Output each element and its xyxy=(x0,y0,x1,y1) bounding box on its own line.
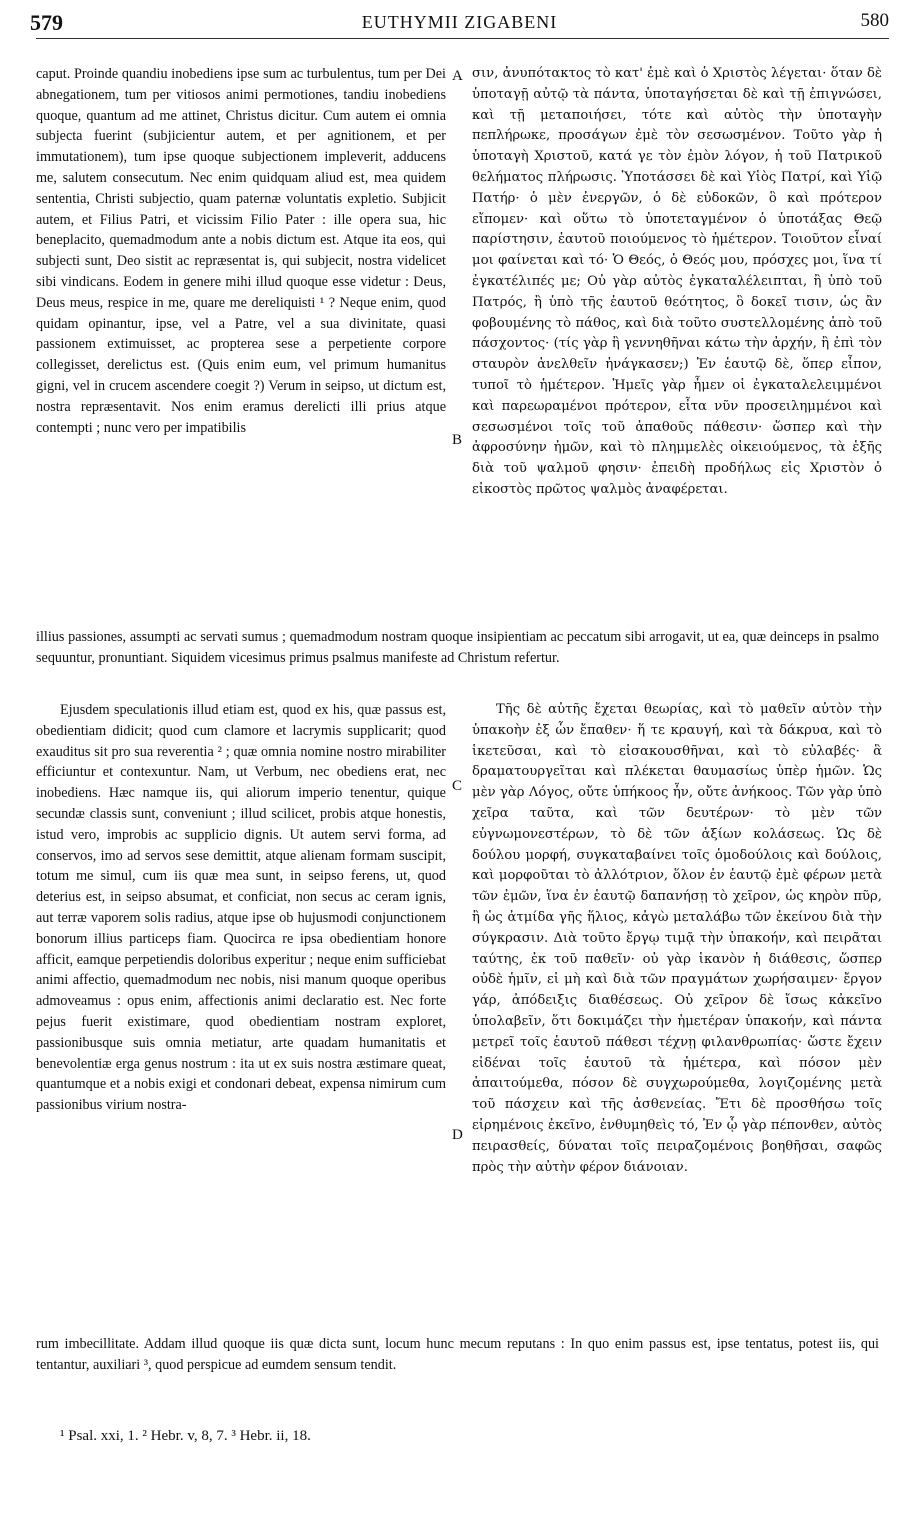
page-number-right: 580 xyxy=(860,10,889,31)
latin-column-2 xyxy=(36,700,446,1116)
latin-paragraph-2: Ejusdem speculationis illud etiam est, quod ex his, quæ passus est, obedientiam didicit; quod cum clamore et lacrymis supplicarit; quod exauditus sit pro sua reverentia ² ; quæ omnia nomine nostro mirabiliter efficiuntur et contexuntur. Nam, ut Verbum, nec obediens erat, nec inobediens. Hæc namque iis, qui aliorum imperio tenentur, quique secundæ classis sunt, conveniunt ; illud scilicet, probis atque honestis, istud vero, improbis ac supplicio dignis. Ut autem servi forma, ad conservos, imo ad servos sese demittit, atque alienam formam suscipit, totum me simul, cum iis quæ mea sunt, in seipso ferens, ut, quod deterius est, in seipso absumat, et conficiat, non secus ac ceram ignis, aut terræ vaporem solis radius, atque ipse ob hujusmodi conjunctionem bonorum illius particeps fiam. Quocirca re ipsa obedientiam honore afficit, eamque perpetiendis doloribus experitur ; neque enim sufficiebat animi affectio, quemadmodum nec nobis, nisi manum quoque operibus admoveamus : opus enim, affectionis animi declaratio est. Nec forte pejus fuerit existimare, quod obedientiam nostram exploret, passionibusque suis omnia metiatur, arte quadam humanitatis et benevolentiæ erga genus nostrum : ita ut ex suis nostra æstimare queat, quantumque et a nobis exigi et condonari debeat, expensa nimirum cum passionibus virium nostra- xyxy=(36,702,446,1114)
margin-letter-a: A xyxy=(452,68,463,84)
margin-letter-c: C xyxy=(452,778,463,794)
running-title: EUTHYMII ZIGABENI xyxy=(361,12,558,32)
greek-paragraph-2: Τῆς δὲ αὐτῆς ἔχεται θεωρίας, καὶ τὸ μαθεῖν αὐτὸν τὴν ὑπακοὴν ἐξ ὧν ἔπαθεν· ἥ τε κραυγή, καὶ τὰ δάκρυα, καὶ τὸ ἱκετεῦσαι, καὶ τὸ εἰσακουσθῆναι, καὶ τὸ εὐλαβές· ἃ δραματουργεῖται καὶ πλέκεται θαυμασίως ὑπὲρ ἡμῶν. Ὡς μὲν γὰρ Λόγος, οὔτε ὑπήκοος ἦν, οὔτε ἀνήκοος. Τῶν γὰρ ὑπὸ χεῖρα ταῦτα, καὶ τῶν δευτέρων· τὸ μὲν τῶν εὐγνωμονεστέρων, τὸ δὲ τῶν ἀξίων κολάσεως. Ὡς δὲ δούλου μορφή, συγκαταβαίνει τοῖς ὁμοδούλοις καὶ δούλοις, καὶ μορφοῦται τὸ ἀλλότριον, ὅλον ἐν ἑαυτῷ ἐμὲ φέρων μετὰ τῶν ἐμῶν, ἵνα ἐν ἑαυτῷ δαπανήσῃ τὸ χεῖρον, ὡς κηρὸν πῦρ, ἢ ὡς ἀτμίδα γῆς ἥλιος, κἀγὼ μεταλάβω τῶν ἐκείνου διὰ τὴν σύγκρασιν. Διὰ τοῦτο ἔργῳ τιμᾷ τὴν ὑπακοήν, καὶ πειρᾶται ταύτης, ἐκ τοῦ παθεῖν· οὐ γὰρ ἱκανὸν ἡ διάθεσις, ὥσπερ οὐδὲ ἡμῖν, εἰ μὴ καὶ διὰ τῶν πραγμάτων χωρήσαιμεν· ἔργον γάρ, ἀπόδειξις διαθέσεως. Οὐ χεῖρον δὲ ἴσως κἀκεῖνο ὑπολαβεῖν, ὅτι δοκιμάζει τὴν ἡμετέραν ὑπακοήν, καὶ πάντα μετρεῖ τοῖς ἑαυτοῦ πάθεσι τέχνῃ φιλανθρωπίας· ὥστε ἔχειν εἰδέναι τοῖς ἑαυτοῦ τὰ ἡμέτερα, καὶ πόσον μὲν ἀπαιτούμεθα, πόσον δὲ συγχωρούμεθα, λογιζομένης μετὰ τοῦ πάσχειν καὶ τῆς ἀσθενείας. Ἔτι δὲ προσθήσω τοῖς εἰρημένοις ἐκεῖνο, ἐνθυμηθεὶς τό, Ἐν ᾧ γὰρ πέπονθεν, αὐτὸς πειρασθείς, δύναται τοῖς πειραζομένοις βοηθῆσαι, σαφῶς πρὸς τὴν αὐτὴν φέρον διάνοιαν. xyxy=(472,702,882,1175)
latin-paragraph-1: caput. Proinde quandiu inobediens ipse sum ac turbulentus, tum per Dei abnegationem, tum per vitiosos animi permotiones, tandiu inobediens quoque, quantum ad me attinet, Christus dicitur. Cum autem ei omnia subjecta fuerint (subjicientur autem, et per agnitionem, et per immutationem), tum ipse quoque subjectionem impleverit, adducens me, salutem consecutum. Nec enim quidquam aliud est, mea quidem sententia, Christi subjectio, quam paternæ voluntatis expletio. Subjicit autem, et Filius Patri, et vicissim Filio Pater : ille opera sua, hic beneplacito, quemadmodum ante a nobis dictum est. Atque ita eos, qui subjecti sunt, Deo sistit ac repræsentat is, qui subjecit, nostra videlicet sibi vindicans. Eodem in genere mihi illud quoque esse videtur : Deus, Deus meus, respice in me, quare me dereliquisti ¹ ? Neque enim, quod quidam opinantur, ipse, vel a Patre, vel a sua divinitate, quasi passionem extimuisset, ac propterea sese a perpetiente corpore collegisset, derelictus est. (Quis enim eum, vel primum humanitus gigni, vel in crucem ascendere coegit ?) Verum in seipso, ut dictum est, nostra repræsentavit. Nos enim eramus derelicti illi prius atque contempti ; nunc vero per impatibilis xyxy=(36,66,446,436)
page-number-left: 579 xyxy=(30,10,63,35)
header-divider xyxy=(36,38,889,39)
page-header xyxy=(30,6,889,36)
spanning-paragraph-1: illius passiones, assumpti ac servati sumus ; quemadmodum nostram quoque insipientiam ac peccatum sibi arrogavit, ut ea, quæ deinceps in psalmo sequuntur, pronuntiant. Siquidem vicesimus primus psalmus manifeste ad Christum refertur. xyxy=(36,629,879,666)
margin-letter-d: D xyxy=(452,1127,463,1143)
greek-paragraph-1: σιν, ἀνυπότακτος τὸ κατ' ἐμὲ καὶ ὁ Χριστὸς λέγεται· ὅταν δὲ ὑποταγῇ αὐτῷ τὰ πάντα, ὑποταγήσεται δὲ καὶ τῇ ἐπιγνώσει, καὶ τῇ μεταποιήσει, τότε καὶ αὐτὸς τὴν ὑποταγὴν πεπλήρωκε, προσάγων ἐμὲ τὸν σεσωσμένον. Τοῦτο γὰρ ἡ ὑποταγὴ Χριστοῦ, κατά γε τὸν ἐμὸν λόγον, ἡ τοῦ Πατρικοῦ θελήματος πλήρωσις. Ὑποτάσσει δὲ καὶ Υἱὸς Πατρί, καὶ Υἱῷ Πατήρ· ὁ μὲν ἐνεργῶν, ὁ δὲ εὐδοκῶν, ὃ καὶ πρότερον εἴπομεν· καὶ οὕτω τὸ ὑποτεταγμένον ὁ ὑποτάξας Θεῷ παρίστησιν, ἑαυτοῦ ποιούμενος τὸ ἡμέτερον. Τοιοῦτον εἶναί μοι φαίνεται καὶ τό· Ὁ Θεός, ὁ Θεός μου, πρόσχες μοι, ἵνα τί ἐγκατέλιπές με; Οὐ γὰρ αὐτὸς ἐγκαταλέλειπται, ἢ ὑπὸ τοῦ Πατρός, ἢ ὑπὸ τῆς ἑαυτοῦ θεότητος, ὃ δοκεῖ τισιν, ὡς ἂν φοβουμένης τὸ πάθος, καὶ διὰ τοῦτο συστελλομένης ἀπὸ τοῦ πάσχοντος· (τίς γὰρ ἢ γεννηθῆναι κάτω τὴν ἀρχήν, ἢ ἐπὶ τὸν σταυρὸν ἀνελθεῖν ἠνάγκασεν;) Ἐν ἑαυτῷ δὲ, ὅπερ εἶπον, τυποῖ τὸ ἡμέτερον. Ἡμεῖς γὰρ ἦμεν οἱ ἐγκαταλελειμμένοι καὶ παρεωραμένοι πρότερον, εἶτα νῦν προσειλημμένοι καὶ σεσωσμένοι τοῖς τοῦ ἀπαθοῦς πάθεσιν· ὥσπερ καὶ τὴν ἀφροσύνην ἡμῶν, καὶ τὸ πλημμελὲς οἰκειούμενος, τὰ ἑξῆς διὰ τοῦ ψαλμοῦ φησιν· ἐπειδὴ προδήλως εἰς Χριστὸν ὁ εἰκοστὸς πρῶτος ψαλμὸς ἀναφέρεται. xyxy=(472,66,882,497)
latin-column-1 xyxy=(36,64,446,438)
spanning-paragraph-2: rum imbecillitate. Addam illud quoque iis quæ dicta sunt, locum hunc mecum reputans : In quo enim passus est, ipse tentatus, potest iis, qui tentantur, auxiliari ³, quod perspicue ad eumdem sensum tendit. xyxy=(36,1336,879,1373)
greek-column-1 xyxy=(472,64,882,501)
footnotes: ¹ Psal. xxi, 1. ² Hebr. v, 8, 7. ³ Hebr. ii, 18. xyxy=(60,1428,311,1444)
margin-letter-b: B xyxy=(452,432,463,448)
greek-column-2 xyxy=(472,700,882,1178)
